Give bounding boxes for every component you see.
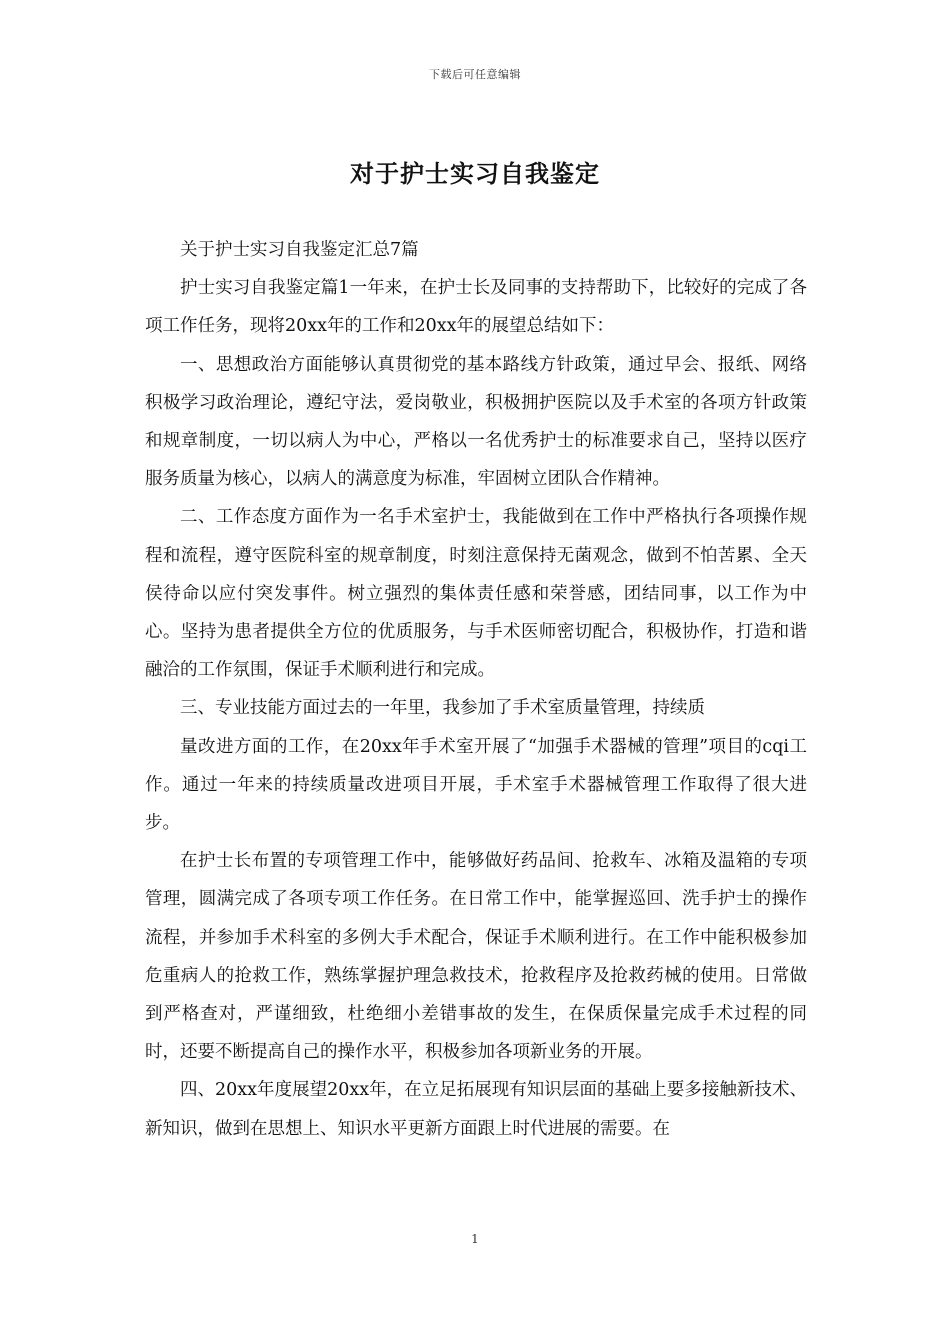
- paragraph-summary-heading: 关于护士实习自我鉴定汇总7篇: [180, 240, 419, 260]
- page-header-note: 下载后可任意编辑: [429, 68, 521, 81]
- paragraph-outlook: 四、20xx年度展望20xx年，在立足拓展现有知识层面的基础上要多接触新技术、新知识，做到在思想上、知识水平更新方面跟上时代进展的需要。在: [145, 1080, 807, 1139]
- paragraph-intro: 护士实习自我鉴定篇1一年来，在护士长及同事的支持帮助下，比较好的完成了各项工作任务，现将20xx年的工作和20xx年的展望总结如下：: [145, 278, 807, 337]
- paragraph-political-aspect: 一、思想政治方面能够认真贯彻党的基本路线方针政策，通过早会、报纸、网络积极学习政治理论，遵纪守法，爱岗敬业，积极拥护医院以及手术室的各项方针政策和规章制度，一切以病人为中心，严格以一名优秀护士的标准要求自己，坚持以医疗服务质量为核心，以病人的满意度为标准，牢固树立团队合作精神。: [145, 354, 807, 490]
- paragraph-quality-improvement: 量改进方面的工作，在20xx年手术室开展了“加强手术器械的管理”项目的cqi工作。通过一年来的持续质量改进项目开展，手术室手术器械管理工作取得了很大进步。: [145, 736, 807, 834]
- document-title: 对于护士实习自我鉴定: [350, 159, 600, 188]
- paragraph-special-management: 在护士长布置的专项管理工作中，能够做好药品间、抢救车、冰箱及温箱的专项管理，圆满完成了各项专项工作任务。在日常工作中，能掌握巡回、洗手护士的操作流程，并参加手术科室的多例大手术配合，保证手术顺利进行。在工作中能积极参加危重病人的抢救工作，熟练掌握护理急救技术，抢救程序及抢救药械的使用。日常做到严格查对，严谨细致，杜绝细小差错事故的发生，在保质保量完成手术过程的同时，还要不断提高自己的操作水平，积极参加各项新业务的开展。: [145, 851, 807, 1063]
- document-body: [145, 231, 807, 1148]
- paragraph-work-attitude: 二、工作态度方面作为一名手术室护士，我能做到在工作中严格执行各项操作规程和流程，遵守医院科室的规章制度，时刻注意保持无菌观念，做到不怕苦累、全天侯待命以应付突发事件。树立强烈的集体责任感和荣誉感，团结同事，以工作为中心。坚持为患者提供全方位的优质服务，与手术医师密切配合，积极协作，打造和谐融洽的工作氛围，保证手术顺利进行和完成。: [145, 507, 807, 681]
- page-number: 1: [471, 1232, 479, 1246]
- paragraph-professional-skills: 三、专业技能方面过去的一年里，我参加了手术室质量管理，持续质: [180, 698, 705, 719]
